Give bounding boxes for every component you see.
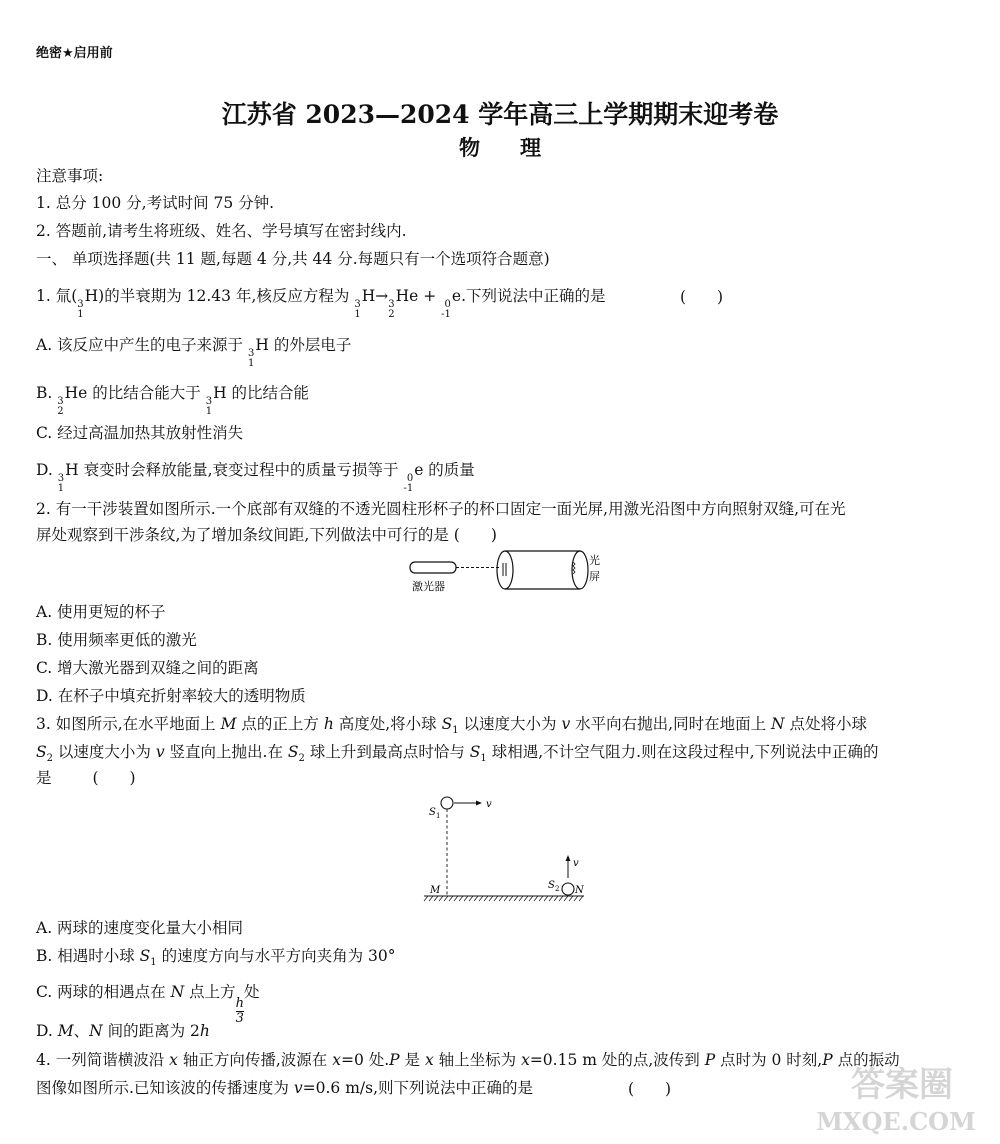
question-2-stem-cont: 屏处观察到干涉条纹,为了增加条纹间距,下列做法中可行的是 ( ) — [36, 526, 497, 544]
ground-hatching — [424, 896, 583, 901]
answer-paren: ( ) — [628, 1080, 672, 1098]
exam-title: 江苏省 2023—2024 学年高三上学期期末迎考卷 — [221, 100, 779, 129]
q1-option-d: D. 3 1 H 衰变时会释放能量,衰变过程中的质量亏损等于 0 -1 e 的质量 — [36, 461, 475, 494]
question-3-stem: 3. 如图所示,在水平地面上 M 点的正上方 h 高度处,将小球 $S_1$ 以速度大小为 v 水平向右抛出,同时在地面上 N 点处将小球 — [36, 715, 868, 737]
svg-text:S: S — [548, 880, 555, 891]
svg-text:答案圈: 答案圈 — [851, 1065, 953, 1105]
svg-text:光: 光 — [589, 554, 600, 567]
laser-label: 激光器 — [412, 580, 445, 593]
q2-option-a: A. 使用更短的杯子 — [36, 603, 166, 621]
svg-text:1: 1 — [436, 812, 441, 820]
site-watermark-logo — [806, 1064, 986, 1138]
interference-apparatus-figure — [400, 548, 610, 598]
svg-text:v: v — [573, 858, 579, 869]
question-3-stem-cont: $S_2$ 以速度大小为 v 竖直向上抛出.在 $S_2$ 球上升到最高点时恰与 $S_1$ 球相遇,不计空气阻力.则在这段过程中,下列说法中正确的 — [36, 743, 879, 765]
nuclide-electron: 0 -1 — [441, 299, 451, 320]
notes-item: 1. 总分 100 分,考试时间 75 分钟. — [36, 194, 275, 212]
q1-option-a: A. 该反应中产生的电子来源于 3 1 H 的外层电子 — [36, 336, 352, 369]
nuclide-helium: 3 2 — [388, 299, 395, 320]
subject-title: 物理 — [459, 135, 581, 160]
confidential-label: 绝密★启用前 — [36, 46, 113, 61]
section-heading: 一、 单项选择题(共 11 题,每题 4 分,共 44 分.每题只有一个选项符合题意) — [36, 250, 550, 268]
light-screen — [572, 551, 588, 589]
q3-option-d: D. M、N 间的距离为 2h — [36, 1022, 210, 1040]
projectile-figure — [420, 792, 590, 904]
question-2-stem: 2. 有一干涉装置如图所示.一个底部有双缝的不透光圆柱形杯子的杯口固定一面光屏,用激光沿图中方向照射双缝,可在光 — [36, 500, 846, 518]
cup-bottom — [497, 551, 513, 589]
q3-option-c: C. 两球的相遇点在 N 点上方 $\frac{h}{3}$ 处 — [36, 983, 260, 1026]
answer-paren: ( ) — [680, 288, 724, 306]
q2-option-c: C. 增大激光器到双缝之间的距离 — [36, 659, 259, 677]
svg-text:M: M — [430, 885, 441, 896]
svg-text:屏: 屏 — [589, 570, 600, 583]
q3-option-a: A. 两球的速度变化量大小相同 — [36, 919, 244, 937]
notes-heading: 注意事项: — [36, 167, 104, 185]
question-3-stem-end: 是 ( ) — [36, 769, 136, 787]
svg-text:N: N — [575, 885, 584, 896]
nuclide-tritium: 3 1 — [77, 299, 84, 320]
laser-body — [410, 562, 456, 573]
svg-text:S: S — [429, 807, 436, 818]
ball-s1 — [441, 797, 453, 809]
notes-item: 2. 答题前,请考生将班级、姓名、学号填写在密封线内. — [36, 222, 407, 240]
q1-option-c: C. 经过高温加热其放射性消失 — [36, 424, 244, 442]
q1-option-b: B. 3 2 He 的比结合能大于 3 1 H 的比结合能 — [36, 384, 310, 417]
fringe-pattern — [573, 562, 575, 574]
ball-s2 — [562, 883, 574, 895]
question-4-stem-cont: 图像如图所示.已知该波的传播速度为 v=0.6 m/s,则下列说法中正确的是 — [36, 1079, 533, 1097]
q2-option-d: D. 在杯子中填充折射率较大的透明物质 — [36, 687, 306, 705]
q3-option-b: B. 相遇时小球 $S_1$ 的速度方向与水平方向夹角为 30° — [36, 947, 396, 969]
question-1-stem: 1. 氚( 3 1 H)的半衰期为 12.43 年,核反应方程为 3 1 H→ 3 2 He + 0 -1 e.下列说法中正确的是 — [36, 287, 606, 320]
svg-text:MXQE.COM: MXQE.COM — [816, 1107, 976, 1136]
q2-option-b: B. 使用频率更低的激光 — [36, 631, 197, 649]
fraction-h-over-3: $\frac{h}{3}$ — [235, 996, 244, 1026]
question-4-stem: 4. 一列简谐横波沿 x 轴正方向传播,波源在 x=0 处.P 是 x 轴上坐标为 x=0.15 m 处的点,波传到 P 点时为 0 时刻,P 点的振动 — [36, 1051, 900, 1069]
svg-text:2: 2 — [555, 885, 560, 893]
svg-text:v: v — [486, 799, 492, 810]
